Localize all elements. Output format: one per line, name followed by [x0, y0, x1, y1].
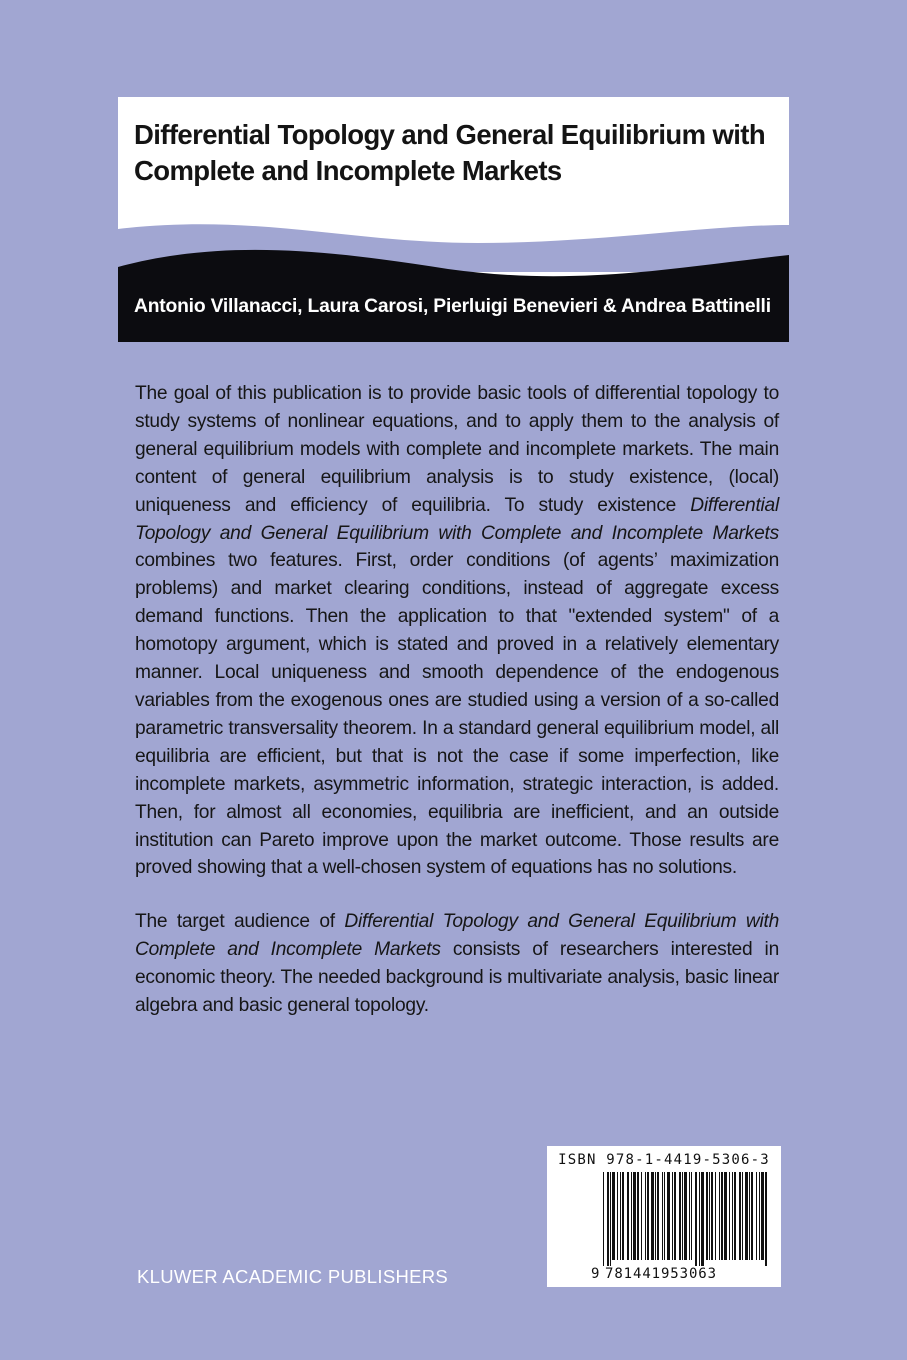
blurb-p2-book-title: Differential Topology and General Equilibrium with Complete and Incomplete Markets [135, 911, 780, 961]
barcode-bar [647, 1172, 649, 1260]
isbn-barcode [547, 1146, 781, 1287]
ean-first-digit: 9 [591, 1266, 600, 1282]
publisher-name: KLUWER ACADEMIC PUBLISHERS [137, 1266, 449, 1287]
barcode-bar [732, 1172, 733, 1260]
book-title: Differential Topology and General Equilibrium with Complete and Incomplete Markets [134, 119, 766, 186]
barcode-bar [715, 1172, 716, 1260]
barcode-bar [701, 1172, 704, 1266]
barcode-bar [610, 1172, 611, 1266]
barcode-bar [617, 1172, 618, 1260]
barcode-bar [691, 1172, 692, 1260]
barcode-bar [759, 1172, 760, 1260]
barcode-bar [689, 1172, 690, 1260]
barcode-bar [641, 1172, 642, 1260]
barcode-bar [662, 1172, 663, 1260]
barcode-bar [627, 1172, 629, 1260]
barcode-bar [664, 1172, 665, 1260]
barcode-bar [682, 1172, 683, 1260]
blurb-paragraph-2 [135, 908, 779, 1020]
barcode-bar [719, 1172, 720, 1260]
barcode-bar [633, 1172, 636, 1260]
barcode-bar [709, 1172, 710, 1260]
ean-digits: 781441953063 [605, 1266, 717, 1282]
barcode-bar [751, 1172, 753, 1260]
barcode-bar [706, 1172, 708, 1260]
barcode-bar [761, 1172, 764, 1260]
barcode-bar [651, 1172, 654, 1260]
isbn-label: ISBN 978-1-4419-5306-3 [558, 1152, 770, 1168]
barcode-bar [765, 1172, 767, 1266]
barcode-bar [739, 1172, 741, 1260]
barcode-bar [684, 1172, 687, 1260]
barcode-bar [655, 1172, 656, 1260]
barcode-bar [620, 1172, 621, 1260]
back-cover-blurb [135, 380, 779, 1020]
barcode-bar [721, 1172, 723, 1260]
barcode-bar [637, 1172, 639, 1260]
barcode-bar [729, 1172, 730, 1260]
barcode-bar [745, 1172, 748, 1260]
blurb-p1-book-title: Differential Topology and General Equilibrium with Complete and Incomplete Markets [135, 494, 779, 544]
barcode-bar [612, 1172, 615, 1260]
barcode-bar [603, 1172, 604, 1266]
barcode-bar [674, 1172, 676, 1260]
header-panel [118, 97, 789, 342]
barcode-bar [742, 1172, 743, 1260]
barcode-bar [699, 1172, 700, 1266]
blurb-paragraph-1 [135, 380, 779, 882]
barcode-bar [645, 1172, 646, 1260]
blurb-p2-text-b: consists of researchers interested in economic theory. The needed background is multivariate analysis, basic linear algebra and basic general topology. [135, 939, 779, 1017]
blurb-p2-text-a: The target audience of [135, 911, 345, 933]
barcode-bar [734, 1172, 736, 1260]
barcode-bar [724, 1172, 727, 1260]
barcode-bar [667, 1172, 670, 1260]
blurb-p1-text-b: combines two features. First, order conditions (of agents’ maximization problems) and market clearing conditions, instead of aggregate excess demand functions. Then the application to that "extended system" of a homotopy argument, which is stated and proved in a relatively elementary manner. Local uniqueness and smooth dependence of the endogenous variables from the exogenous ones are studied using a version of a so-called parametric transversality theorem. In a standard general equilibrium model, all equilibria are efficient, but that is not the case if some imperfection, like incomplete markets, asymmetric information, strategic interaction, is added. Then, for almost all economies, equilibria are inefficient, and an outside institution can Pareto improve upon the market outcome. Those results are proved showing that a well-chosen system of equations has no solutions. [135, 550, 779, 879]
barcode-bar [711, 1172, 713, 1260]
barcode-bar [622, 1172, 624, 1260]
barcode-bar [749, 1172, 750, 1260]
barcode-bar [657, 1172, 659, 1260]
barcode-bar [607, 1172, 609, 1266]
book-authors: Antonio Villanacci, Laura Carosi, Pierluigi Benevieri & Andrea Battinelli [134, 296, 771, 317]
blurb-p1-text-a: The goal of this publication is to provide basic tools of differential topology to study systems of nonlinear equations, and to apply them to the analysis of general equilibrium models with complete and incomplete markets. The main content of general equilibrium analysis is to study existence, (local) uniqueness and efficiency of equilibria. To study existence [135, 383, 779, 516]
barcode-bar [756, 1172, 757, 1260]
barcode-bar [631, 1172, 632, 1260]
barcode-bar [679, 1172, 681, 1260]
barcode-bar [672, 1172, 673, 1260]
barcode-bar [695, 1172, 697, 1266]
